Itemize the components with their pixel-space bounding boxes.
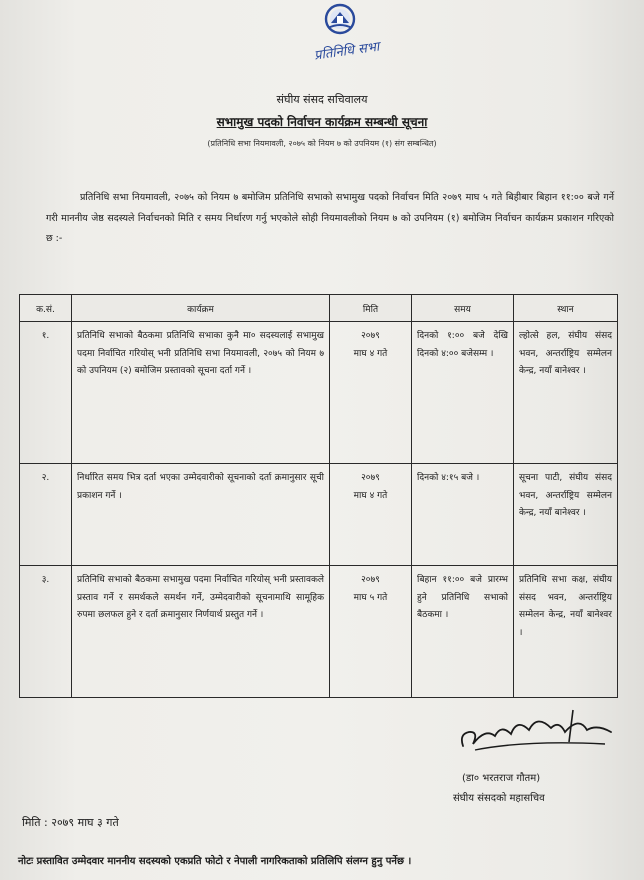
parliament-emblem-logo bbox=[300, 2, 390, 64]
table-row bbox=[20, 566, 618, 698]
row-time: दिनको १:०० बजे देखि दिनको ४:०० बजेसम्म । bbox=[412, 322, 514, 464]
row-program: प्रतिनिधि सभाको बैठकमा प्रतिनिधि सभाका कुनै मा० सदस्यलाई सभामुख पदमा निर्वाचित गरियोस् भनी प्रतिनिधि सभा नियमावली, २०७५ को नियम ७ को उपनियम (२) बमोजिम प्रस्तावको सूचना दर्ता गर्ने । bbox=[72, 322, 330, 464]
row-date-year: २०७९ bbox=[361, 473, 380, 483]
signature-mark bbox=[455, 706, 615, 764]
header-place: स्थान bbox=[514, 295, 618, 322]
row-date-day: माघ ५ गते bbox=[353, 592, 388, 603]
header-time: समय bbox=[412, 295, 514, 322]
row-serial: २. bbox=[20, 464, 72, 566]
row-serial: ३. bbox=[20, 566, 72, 698]
table-header-row bbox=[20, 295, 618, 322]
row-date bbox=[330, 322, 412, 464]
issue-date: मिति : २०७९ माघ ३ गते bbox=[22, 816, 119, 829]
row-date-day: माघ ४ गते bbox=[353, 348, 388, 359]
logo-lettering: प्रतिनिधि सभा bbox=[313, 39, 381, 64]
row-date-year: २०७९ bbox=[361, 575, 380, 585]
row-time: दिनको ४:१५ बजे । bbox=[412, 464, 514, 566]
row-date-day: माघ ४ गते bbox=[353, 490, 388, 501]
row-serial: १. bbox=[20, 322, 72, 464]
table-row bbox=[20, 322, 618, 464]
table-row bbox=[20, 464, 618, 566]
row-date-year: २०७९ bbox=[361, 331, 380, 341]
intro-paragraph: प्रतिनिधि सभा नियमावली, २०७५ को नियम ७ बमोजिम प्रतिनिधि सभाको सभामुख पदको निर्वाचन मिति २०७९ माघ ५ गते बिहीबार बिहान ११:०० बजे गर्ने गरी माननीय जेष्ठ सदस्यले निर्वाचनको मिति र समय निर्धारण गर्नु भएकोले सोही नियमावलीको नियम ७ को उपनियम (१) बमोजिम निर्वाचन कार्यक्रम प्रकाशन गरिएको छ :- bbox=[46, 192, 614, 244]
row-place: ल्होत्से हल, संघीय संसद भवन, अन्तर्राष्ट्रिय सम्मेलन केन्द्र, नयाँ बानेश्वर । bbox=[514, 322, 618, 464]
row-place: सूचना पाटी, संघीय संसद भवन, अन्तर्राष्ट्रिय सम्मेलन केन्द्र, नयाँ बानेश्वर । bbox=[514, 464, 618, 566]
notice-title: सभामुख पदको निर्वाचन कार्यक्रम सम्बन्धी सूचना bbox=[216, 115, 428, 129]
row-place: प्रतिनिधि सभा कक्ष, संघीय संसद भवन, अन्तर्राष्ट्रिय सम्मेलन केन्द्र, नयाँ बानेश्वर । bbox=[514, 566, 618, 698]
footer-note: नोटः प्रस्तावित उम्मेदवार माननीय सदस्यको एकप्रति फोटो र नेपाली नागरिकताको प्रतिलिपि संलग्न हुनु पर्नेछ । bbox=[18, 856, 412, 867]
notice-subtitle: (प्रतिनिधि सभा नियमावली, २०७५ को नियम ७ को उपनियम (१) संग सम्बन्धित) bbox=[207, 139, 437, 148]
signer-title: संघीय संसदको महासचिव bbox=[453, 793, 545, 804]
row-date bbox=[330, 566, 412, 698]
header-program: कार्यक्रम bbox=[72, 295, 330, 322]
signer-name: (डा० भरतराज गौतम) bbox=[462, 773, 541, 784]
row-date bbox=[330, 464, 412, 566]
organization-name: संघीय संसद सचिवालय bbox=[276, 93, 368, 106]
header-date: मिति bbox=[330, 295, 412, 322]
row-program: निर्धारित समय भित्र दर्ता भएका उम्मेदवारीको सूचनाको दर्ता क्रमानुसार सूची प्रकाशन गर्ने । bbox=[72, 464, 330, 566]
header-serial: क.सं. bbox=[20, 295, 72, 322]
row-program: प्रतिनिधि सभाको बैठकमा सभामुख पदमा निर्वाचित गरियोस् भनी प्रस्तावकले प्रस्ताव गर्ने र समर्थकले समर्थन गर्ने, उम्मेदवारीको सूचनामाथि सामूहिक रुपमा छलफल हुने र दर्ता क्रमानुसार निर्णयार्थ प्रस्तुत गर्ने । bbox=[72, 566, 330, 698]
program-table bbox=[19, 294, 618, 698]
row-time: बिहान ११:०० बजे प्रारम्भ हुने प्रतिनिधि सभाको बैठकमा । bbox=[412, 566, 514, 698]
